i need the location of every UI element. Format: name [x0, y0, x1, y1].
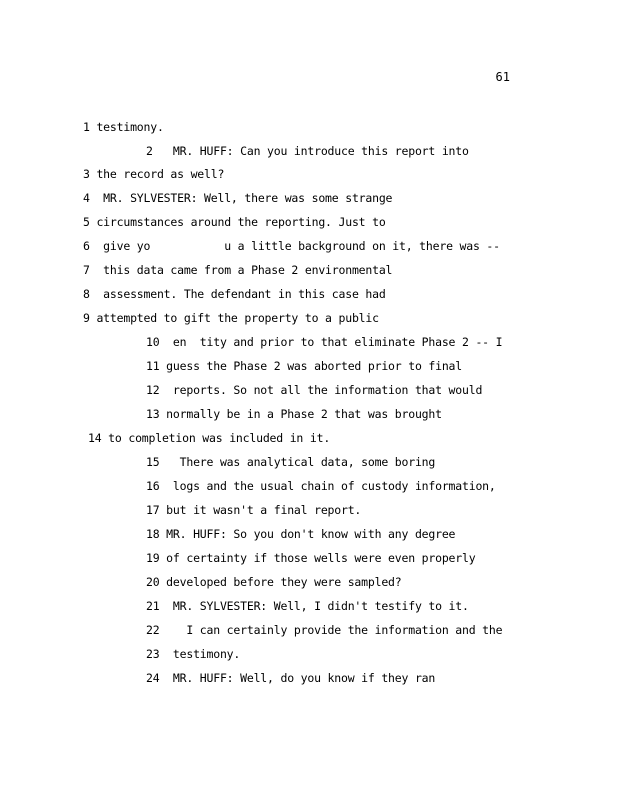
transcript-line: 1 testimony. — [83, 120, 164, 134]
transcript-line: 3 the record as well? — [83, 167, 225, 181]
transcript-line: 8 assessment. The defendant in this case had — [83, 287, 386, 301]
transcript-line: 13 normally be in a Phase 2 that was brought — [146, 407, 442, 421]
transcript-line: 12 reports. So not all the information that would — [146, 383, 483, 397]
transcript-line: 4 MR. SYLVESTER: Well, there was some strange — [83, 191, 393, 205]
transcript-line: 6 give yo u a little background on it, there was -- — [83, 239, 500, 253]
transcript-line: 10 en tity and prior to that eliminate Phase 2 -- I — [146, 335, 503, 349]
transcript-line: 24 MR. HUFF: Well, do you know if they ran — [146, 671, 436, 685]
transcript-line: 2 MR. HUFF: Can you introduce this report into — [146, 144, 469, 158]
transcript-line: 9 attempted to gift the property to a public — [83, 311, 379, 325]
transcript-line: 20 developed before they were sampled? — [146, 575, 402, 589]
transcript-line: 7 this data came from a Phase 2 environmental — [83, 263, 393, 277]
transcript-line: 21 MR. SYLVESTER: Well, I didn't testify to it. — [146, 599, 469, 613]
transcript-line: 17 but it wasn't a final report. — [146, 503, 362, 517]
transcript-line: 5 circumstances around the reporting. Just to — [83, 215, 386, 229]
transcript-line: 16 logs and the usual chain of custody information, — [146, 479, 496, 493]
page-number: 61 — [495, 70, 510, 84]
transcript-line: 23 testimony. — [146, 647, 241, 661]
transcript-line: 18 MR. HUFF: So you don't know with any degree — [146, 527, 456, 541]
transcript-line: 15 There was analytical data, some boring — [146, 455, 436, 469]
transcript-line: 22 I can certainly provide the information and the — [146, 623, 503, 637]
transcript-line: 14 to completion was included in it. — [88, 431, 331, 445]
transcript-line: 11 guess the Phase 2 was aborted prior to final — [146, 359, 463, 373]
transcript-line: 19 of certainty if those wells were even properly — [146, 551, 476, 565]
